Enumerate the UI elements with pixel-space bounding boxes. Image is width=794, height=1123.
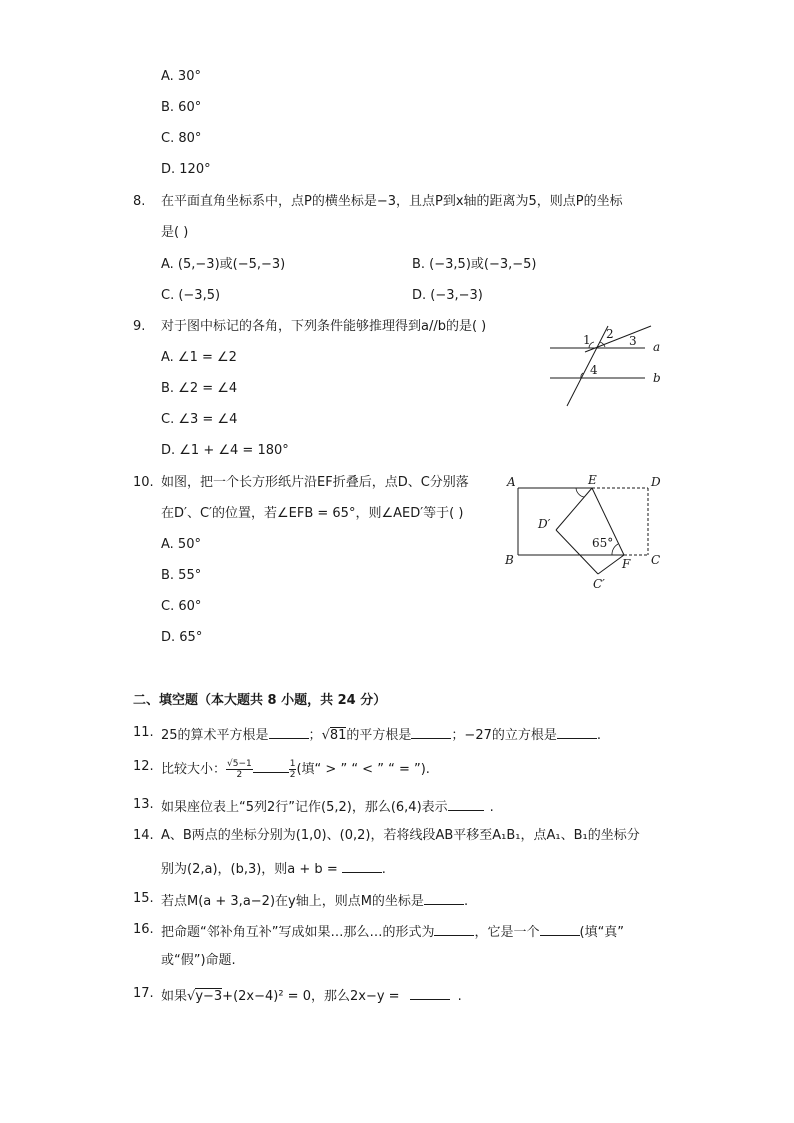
q11-number: 11. xyxy=(133,725,154,740)
q10-option-b: B. 55° xyxy=(161,568,202,583)
q8-option-c: C. (−3,5) xyxy=(161,288,221,303)
q10-figure xyxy=(500,470,670,595)
q12-blank[interactable] xyxy=(253,758,289,773)
q12-part2: (填“ > ” “ < ” “ = ”). xyxy=(296,762,430,777)
q9-number: 9. xyxy=(133,319,146,334)
q11-text xyxy=(161,724,601,745)
q15-number: 15. xyxy=(133,891,154,906)
q16-blank-2[interactable] xyxy=(540,921,580,936)
q9-option-c: C. ∠3 = ∠4 xyxy=(161,412,238,427)
frac2-denominator: 2 xyxy=(289,770,296,780)
q12-text xyxy=(161,758,430,780)
sqrt-y-minus-3: √y−3 xyxy=(187,989,223,1004)
q7-option-c: C. 80° xyxy=(161,131,202,146)
q14-part1: 别为(2,a)，(b,3)，则a + b = xyxy=(161,862,338,877)
q16-line2: 或“假”)命题. xyxy=(161,953,236,968)
label-3: 3 xyxy=(629,334,637,348)
frac1-numerator: √5−1 xyxy=(227,759,252,769)
label-B: B xyxy=(505,553,514,567)
label-D: D xyxy=(651,475,661,489)
q17-number: 17. xyxy=(133,986,154,1001)
q10-option-a: A. 50° xyxy=(161,537,201,552)
q7-option-b: B. 60° xyxy=(161,100,202,115)
q16-blank-1[interactable] xyxy=(434,921,474,936)
q10-number: 10. xyxy=(133,475,154,490)
angle-arc-aed xyxy=(576,488,584,497)
q12-part1: 比较大小： xyxy=(161,762,227,777)
label-C-prime: C′ xyxy=(593,577,605,591)
q11-part5: . xyxy=(596,728,601,743)
q14-part2: . xyxy=(381,862,386,877)
q13-end: . xyxy=(489,800,494,815)
label-E: E xyxy=(588,473,597,487)
q17-end: . xyxy=(457,989,462,1004)
q12-number: 12. xyxy=(133,759,154,774)
label-a: a xyxy=(653,340,661,354)
label-A: A xyxy=(507,475,516,489)
q14-line1: A、B两点的坐标分别为(1,0)、(0,2)，若将线段AB平移至A₁B₁，点A₁、B₁的坐标分 xyxy=(161,828,640,843)
edge-cprime-f xyxy=(598,555,624,574)
q13-stem: 如果座位表上“5列2行”记作(5,2)，那么(6,4)表示 xyxy=(161,800,448,815)
q8-number: 8. xyxy=(133,194,146,209)
label-D-prime: D′ xyxy=(538,517,551,531)
q14-number: 14. xyxy=(133,828,154,843)
q11-blank-3[interactable] xyxy=(557,724,597,739)
q17-part1: 如果 xyxy=(161,989,188,1004)
q16-number: 16. xyxy=(133,922,154,937)
frac1-denominator: 2 xyxy=(236,770,243,780)
q9-option-a: A. ∠1 = ∠2 xyxy=(161,350,237,365)
section-title-fill-in: 二、填空题（本大题共 8 小题，共 24 分） xyxy=(133,693,387,708)
q16-line1 xyxy=(161,921,624,942)
q17-blank[interactable] xyxy=(410,985,450,1000)
q15-text xyxy=(161,890,468,911)
q16-part2: ，它是一个 xyxy=(474,925,540,940)
q10-option-d: D. 65° xyxy=(161,630,203,645)
q14-line2 xyxy=(161,858,386,879)
q16-part1: 把命题“邻补角互补”写成如果…那么…的形式为 xyxy=(161,925,435,940)
q10-stem-line2: 在D′、C′的位置，若∠EFB = 65°，则∠AED′等于( ) xyxy=(161,506,464,521)
q7-option-d: D. 120° xyxy=(161,162,211,177)
q8-option-d: D. (−3,−3) xyxy=(412,288,483,303)
q11-part2: ； xyxy=(308,728,322,743)
sqrt-81: √81 xyxy=(321,728,347,743)
q17-part2: +(2x−4)² = 0，那么2x−y = xyxy=(222,989,400,1004)
q9-option-d: D. ∠1 + ∠4 = 180° xyxy=(161,443,289,458)
q14-blank[interactable] xyxy=(342,858,382,873)
fraction-sqrt5-minus-1-over-2 xyxy=(226,759,253,780)
q11-part4: ；−27的立方根是 xyxy=(451,728,557,743)
label-4: 4 xyxy=(590,363,598,377)
q9-option-b: B. ∠2 = ∠4 xyxy=(161,381,238,396)
frac2-numerator: 1 xyxy=(289,759,296,769)
q10-stem-line1: 如图，把一个长方形纸片沿EF折叠后，点D、C分别落 xyxy=(161,475,469,490)
q11-radicand: 81 xyxy=(329,728,347,743)
q11-part3: 的平方根是 xyxy=(346,728,412,743)
q8-stem-line1: 在平面直角坐标系中，点P的横坐标是−3，且点P到x轴的距离为5，则点P的坐标 xyxy=(161,194,623,209)
label-1: 1 xyxy=(583,333,591,347)
q13-number: 13. xyxy=(133,797,154,812)
q9-stem: 对于图中标记的各角，下列条件能够推理得到a//b的是( ) xyxy=(161,319,487,334)
q13-blank[interactable] xyxy=(448,796,484,811)
q15-stem: 若点M(a + 3,a−2)在y轴上，则点M的坐标是 xyxy=(161,894,424,909)
q7-option-a: A. 30° xyxy=(161,69,201,84)
q8-option-a: A. (5,−3)或(−5,−3) xyxy=(161,257,286,272)
q8-option-b: B. (−3,5)或(−3,−5) xyxy=(412,257,537,272)
q17-radicand: y−3 xyxy=(195,989,223,1004)
label-F: F xyxy=(622,557,631,571)
q15-end: . xyxy=(463,894,469,909)
label-b: b xyxy=(653,371,661,385)
q10-option-c: C. 60° xyxy=(161,599,202,614)
label-2: 2 xyxy=(606,327,614,341)
q15-blank[interactable] xyxy=(424,890,464,905)
q11-blank-2[interactable] xyxy=(411,724,451,739)
q11-part1: 25的算术平方根是 xyxy=(161,728,269,743)
label-C: C xyxy=(651,553,661,567)
q11-blank-1[interactable] xyxy=(269,724,309,739)
q9-figure xyxy=(545,318,670,410)
label-65-degrees: 65° xyxy=(592,536,614,550)
q8-stem-line2: 是( ) xyxy=(161,225,189,240)
edge-ed-prime xyxy=(556,488,592,530)
q17-text xyxy=(161,985,462,1006)
q13-text xyxy=(161,796,494,817)
q16-part3: (填“真” xyxy=(579,925,625,940)
